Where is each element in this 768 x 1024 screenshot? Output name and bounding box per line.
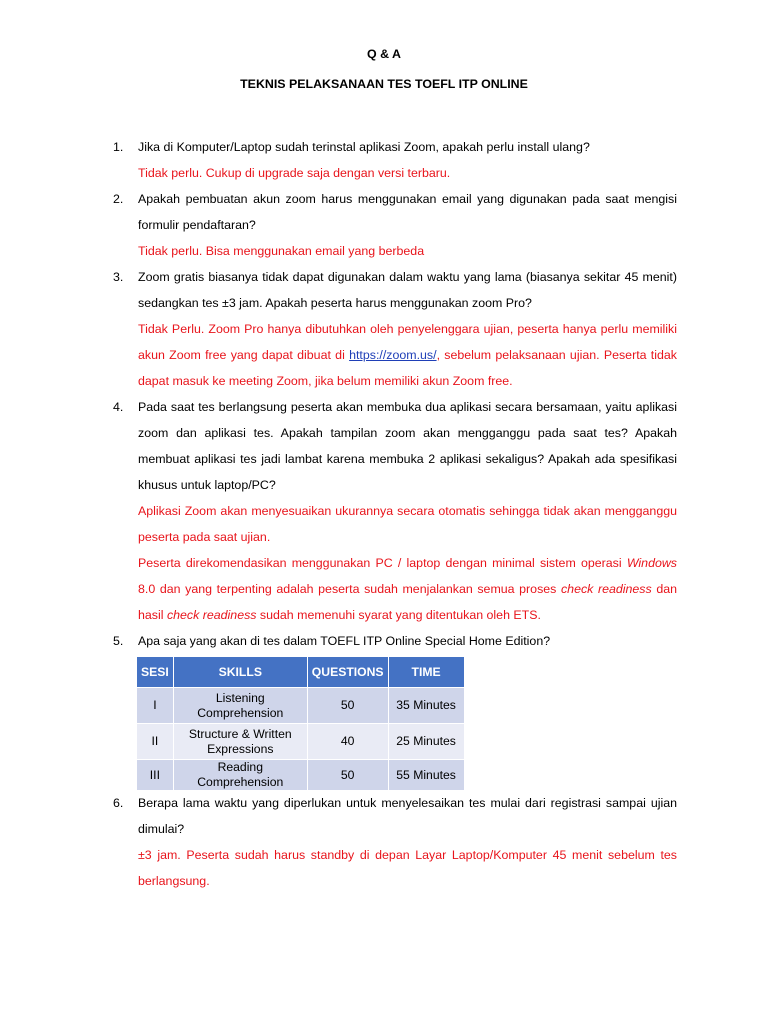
answer-part: , sebelum pelaksanaan ujian. Peserta tidak dapat masuk ke meeting Zoom, jika belum memiliki akun Zoom free. — [138, 348, 677, 388]
table-header-row — [137, 657, 465, 688]
cell-skills: Listening Comprehension — [173, 688, 307, 724]
answer-text-2 — [138, 550, 677, 628]
cell-questions: 50 — [307, 760, 388, 791]
qa-item-3 — [113, 264, 677, 394]
cell-time: 25 Minutes — [388, 724, 464, 760]
cell-sesi: I — [137, 688, 174, 724]
answer-text: Aplikasi Zoom akan menyesuaikan ukurannya secara otomatis sehingga tidak akan mengganggu peserta pada saat ujian. — [138, 504, 677, 544]
cell-questions: 50 — [307, 688, 388, 724]
qa-item-4 — [113, 394, 677, 628]
page-title: Q & A — [367, 47, 401, 61]
zoom-link[interactable]: https://zoom.us/ — [349, 348, 437, 362]
page-subtitle: TEKNIS PELAKSANAAN TES TOEFL ITP ONLINE — [240, 77, 528, 91]
table-row — [137, 688, 465, 724]
item-number: 4. — [113, 400, 124, 414]
item-number: 5. — [113, 634, 124, 648]
qa-list-continued — [113, 790, 677, 894]
test-sections-table-wrap — [136, 656, 465, 791]
col-header-sesi: SESI — [137, 657, 174, 688]
question-text: Pada saat tes berlangsung peserta akan membuka dua aplikasi secara bersamaan, yaitu aplikasi zoom dan aplikasi tes. Apakah tampilan zoom akan mengganggu pada saat tes? Apakah membuat aplikasi tes jadi lambat karena membuka 2 aplikasi sekaligus? Apakah ada spesifikasi khusus untuk laptop/PC? — [138, 400, 677, 492]
answer-part: Tidak Perlu. Zoom Pro hanya dibutuhkan oleh penyelenggara ujian, peserta hanya perlu memiliki akun Zoom free yang dapat dibuat di — [138, 322, 677, 362]
cell-sesi: III — [137, 760, 174, 791]
cell-questions: 40 — [307, 724, 388, 760]
qa-item-6 — [113, 790, 677, 894]
cell-time: 55 Minutes — [388, 760, 464, 791]
col-header-questions: QUESTIONS — [307, 657, 388, 688]
table-row — [137, 760, 465, 791]
question-text: Apa saja yang akan di tes dalam TOEFL ITP Online Special Home Edition? — [138, 634, 551, 648]
answer-emphasis: Windows — [626, 556, 677, 570]
qa-item-5 — [113, 628, 677, 654]
item-number: 6. — [113, 796, 124, 810]
item-number: 1. — [113, 140, 124, 154]
question-text: Berapa lama waktu yang diperlukan untuk menyelesaikan tes mulai dari registrasi sampai ujian dimulai? — [138, 796, 677, 836]
answer-part: Peserta direkomendasikan menggunakan PC / laptop dengan minimal sistem operasi — [138, 556, 627, 570]
cell-sesi: II — [137, 724, 174, 760]
item-number: 2. — [113, 192, 124, 206]
qa-item-2 — [113, 186, 677, 264]
cell-skills: Reading Comprehension — [173, 760, 307, 791]
answer-emphasis: check readiness — [560, 582, 652, 596]
question-text: Jika di Komputer/Laptop sudah terinstal aplikasi Zoom, apakah perlu install ulang? — [138, 140, 590, 154]
question-text: Zoom gratis biasanya tidak dapat digunakan dalam waktu yang lama (biasanya sekitar 45 menit) sedangkan tes ±3 jam. Apakah peserta harus menggunakan zoom Pro? — [138, 270, 677, 310]
cell-time: 35 Minutes — [388, 688, 464, 724]
question-text: Apakah pembuatan akun zoom harus menggunakan email yang digunakan pada saat mengisi formulir pendaftaran? — [138, 192, 677, 232]
answer-part: sudah memenuhi syarat yang ditentukan oleh ETS. — [256, 608, 541, 622]
answer-part: 8.0 dan yang terpenting adalah peserta sudah menjalankan semua proses — [138, 582, 561, 596]
item-number: 3. — [113, 270, 124, 284]
col-header-skills: SKILLS — [173, 657, 307, 688]
test-sections-table — [136, 656, 465, 791]
cell-skills: Structure & Written Expressions — [173, 724, 307, 760]
qa-list — [113, 134, 677, 654]
col-header-time: TIME — [388, 657, 464, 688]
answer-text: Tidak perlu. Bisa menggunakan email yang berbeda — [138, 244, 425, 258]
qa-item-1 — [113, 134, 677, 186]
answer-emphasis: check readiness — [166, 608, 257, 622]
answer-text: ±3 jam. Peserta sudah harus standby di depan Layar Laptop/Komputer 45 menit sebelum tes berlangsung. — [138, 848, 677, 888]
table-row — [137, 724, 465, 760]
answer-text — [138, 316, 677, 394]
answer-text: Tidak perlu. Cukup di upgrade saja dengan versi terbaru. — [138, 166, 451, 180]
answer-part: dan hasil — [138, 582, 677, 622]
